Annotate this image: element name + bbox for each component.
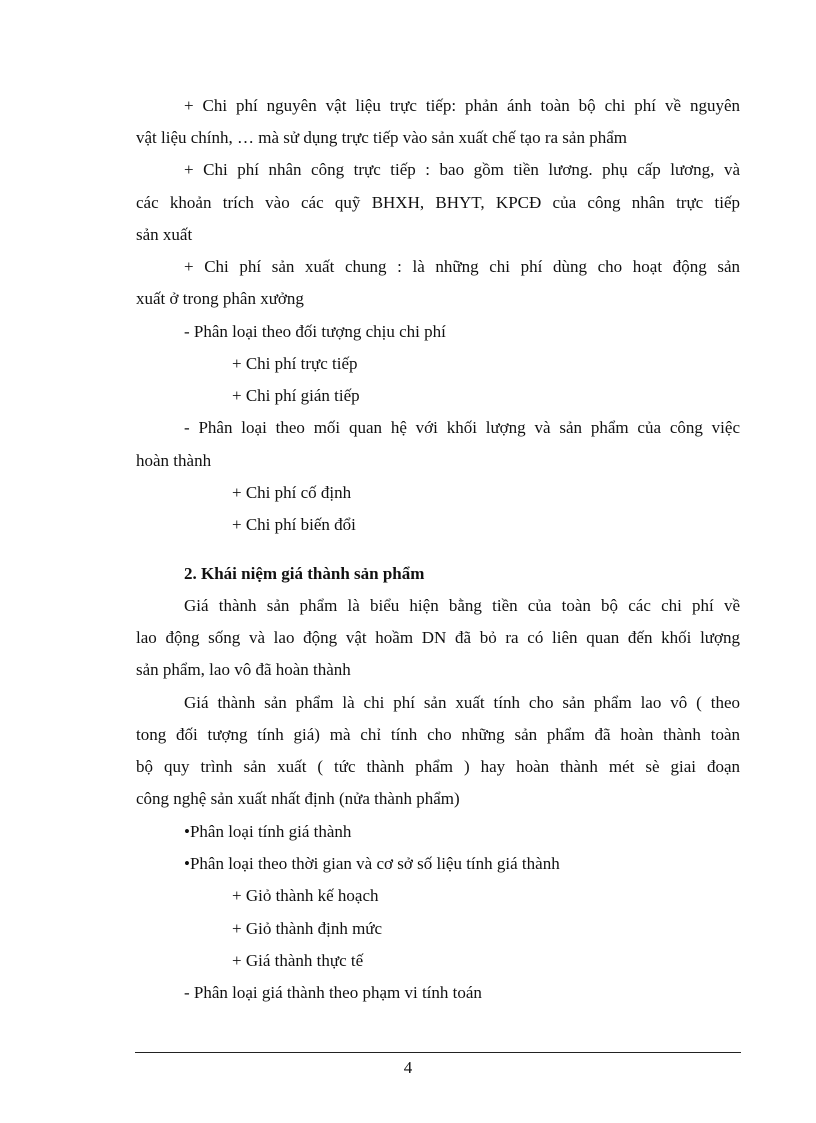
paragraph-definition-2-cont: tong đối tượng tính giá) mà chỉ tính cho những sản phẩm đã hoàn thành toàn [136, 725, 740, 744]
bullet-item-by-time: •Phân loại theo thời gian và cơ sở số liệu tính giá thành [184, 854, 560, 873]
list-item-fixed-cost: + Chi phí cố định [232, 483, 352, 502]
list-heading-by-scope: - Phân loại giá thành theo phạm vi tính toán [184, 983, 482, 1002]
list-item-variable-cost: + Chi phí biến đổi [232, 515, 356, 534]
paragraph-definition-2-end: công nghệ sản xuất nhất định (nửa thành phẩm) [136, 789, 460, 808]
list-item-indirect-cost: + Chi phí gián tiếp [232, 386, 360, 405]
paragraph-definition-1-cont: lao động sống và lao động vật hoầm DN đã bỏ ra có liên quan đến khối lượng [136, 628, 740, 647]
list-heading-by-volume: - Phân loại theo mối quan hệ với khối lượng và sản phẩm của công việc [184, 418, 740, 437]
paragraph-direct-labor-end: sản xuất [136, 225, 193, 244]
bullet-item-cost-types: •Phân loại tính giá thành [184, 822, 352, 841]
list-item-direct-cost: + Chi phí trực tiếp [232, 354, 358, 373]
list-heading-by-volume-cont: hoàn thành [136, 451, 212, 470]
paragraph-definition-2: Giá thành sản phẩm là chi phí sản xuất tính cho sản phẩm lao vô ( theo [184, 693, 740, 712]
paragraph-overhead-cont: xuất ở trong phân xưởng [136, 289, 304, 308]
paragraph-direct-materials: + Chi phí nguyên vật liệu trực tiếp: phản ánh toàn bộ chi phí về nguyên [184, 96, 740, 115]
paragraph-definition-1: Giá thành sản phẩm là biểu hiện bằng tiền của toàn bộ các chi phí về [184, 596, 740, 615]
paragraph-definition-1-end: sản phẩm, lao vô đã hoàn thành [136, 660, 351, 679]
footer-divider [135, 1052, 741, 1053]
list-item-planned-cost: + Giỏ thành kế hoạch [232, 886, 379, 905]
paragraph-direct-labor: + Chi phí nhân công trực tiếp : bao gồm tiền lương. phụ cấp lương, và [184, 160, 740, 179]
paragraph-direct-materials-cont: vật liệu chính, … mà sử dụng trực tiếp vào sản xuất chế tạo ra sản phẩm [136, 128, 627, 147]
paragraph-overhead: + Chi phí sản xuất chung : là những chi phí dùng cho hoạt động sản [184, 257, 740, 276]
list-item-standard-cost: + Giỏ thành định mức [232, 919, 383, 938]
list-item-actual-cost: + Giá thành thực tế [232, 951, 364, 970]
list-heading-by-object: - Phân loại theo đối tượng chịu chi phí [184, 322, 446, 341]
section-heading: 2. Khái niệm giá thành sản phẩm [184, 564, 425, 583]
paragraph-definition-2-cont2: bộ quy trình sản xuất ( tức thành phẩm ) hay hoàn thành mét sè giai đoạn [136, 757, 740, 776]
page-number: 4 [403, 1058, 413, 1077]
paragraph-direct-labor-cont: các khoản trích vào các quỹ BHXH, BHYT, KPCĐ của công nhân trực tiếp [136, 193, 740, 212]
